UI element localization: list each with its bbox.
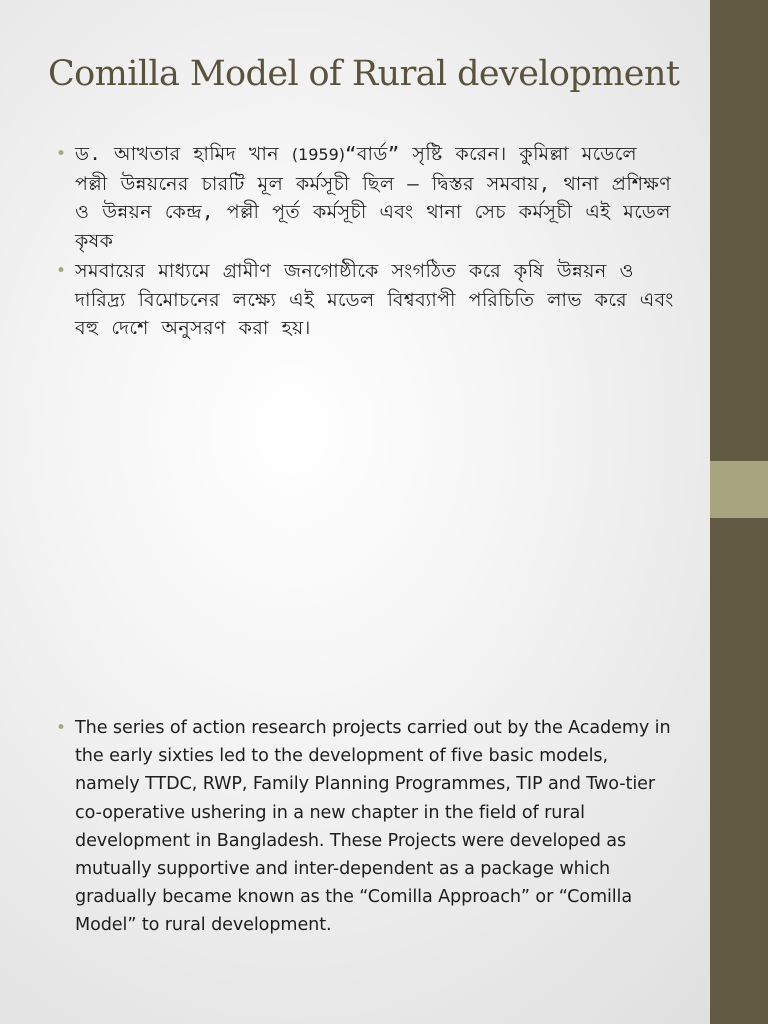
- bullet-item: [56, 714, 676, 940]
- bengali-bullet-list: [56, 140, 676, 343]
- year-number: (1959): [291, 145, 346, 164]
- bullet-marker-icon: •: [56, 261, 67, 281]
- bengali-paragraph: [75, 143, 671, 252]
- english-bullet-list: [56, 714, 676, 940]
- bengali-paragraph: সমবায়ের মাধ্যমে গ্রামীণ জনগোষ্ঠীকে সংগঠিত করে কৃষি উন্নয়ন ও দারিদ্র্য বিমোচনের লক্ষ্যে এই মডেল বিশ্বব্যাপী পরিচিতি লাভ করে এবং বহু দেশে অনুসরণ করা হয়।: [75, 260, 674, 339]
- bullet-item: [56, 140, 676, 255]
- sidebar-accent-block: [710, 461, 768, 518]
- english-paragraph: The series of action research projects carried out by the Academy in the early sixties led to the development of five basic models, namely TTDC, RWP, Family Planning Programmes, TIP and Two-tier co-operative ushering in a new chapter in the field of rural development in Bangladesh. These Projects were developed as mutually supportive and inter-dependent as a package which gradually became known as the “Comilla Approach” or “Comilla Model” to rural development.: [75, 718, 671, 936]
- slide-title: Comilla Model of Rural development: [48, 54, 680, 94]
- bullet-marker-icon: •: [56, 144, 67, 164]
- bengali-text-segment: “বার্ড” সৃষ্টি করেন। কুমিল্লা মডেলে পল্লী উন্নয়নের চারটি মূল কর্মসূচী ছিল — দ্বিস্তর সমবায়, থানা প্রশিক্ষণ ও উন্নয়ন কেন্দ্র, পল্লী পূর্ত কর্মসূচী এবং থানা সেচ কর্মসূচী এই মডেল কৃষক: [75, 143, 672, 252]
- bullet-item: [56, 257, 676, 343]
- bullet-marker-icon: •: [56, 718, 67, 738]
- bengali-text-segment: ড. আখতার হামিদ খান: [75, 143, 279, 165]
